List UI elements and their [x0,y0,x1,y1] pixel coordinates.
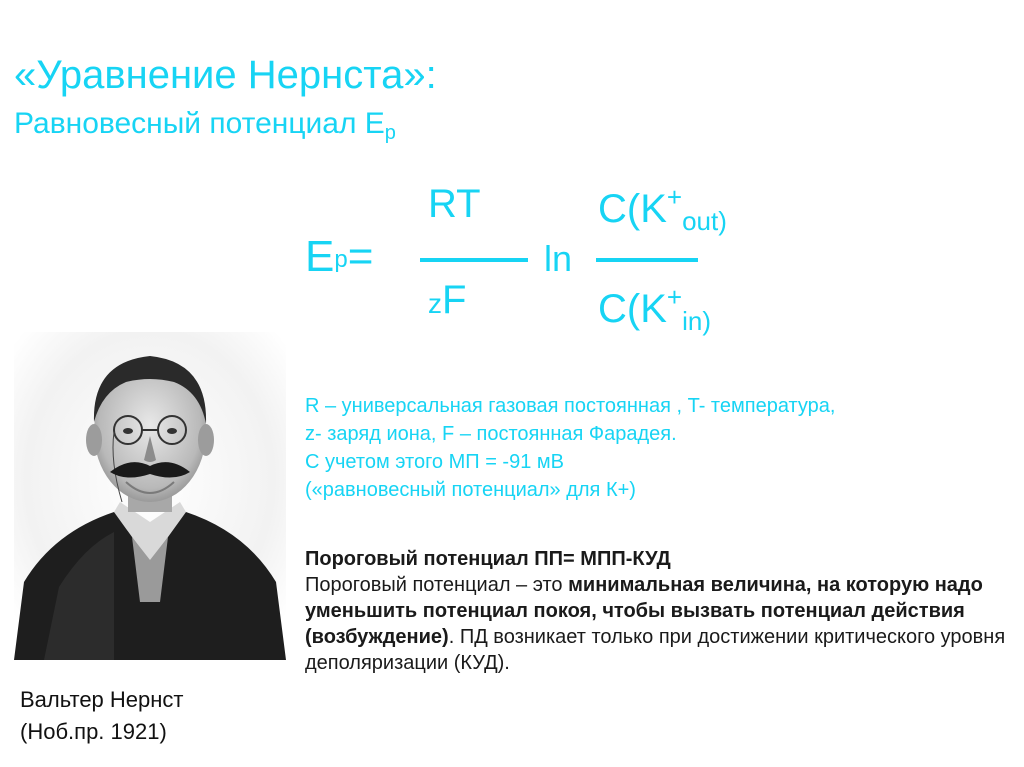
portrait-caption [20,684,184,748]
formula-F: F [442,278,467,322]
caption-name: Вальтер Нернст [20,687,184,712]
formula-numerator-rt: RT [428,182,481,226]
definition-line: («равновесный потенциал» для К+) [305,479,636,501]
definition-line: z- заряд иона, F – постоянная Фарадея. [305,423,677,445]
threshold-rest: . ПД возникает только при достижении критического уровня деполяризации (КУД). [305,626,1006,674]
fraction-bar-2 [596,258,698,262]
slide-subtitle [14,106,396,151]
formula-equals: = [347,232,374,281]
threshold-intro: Пороговый потенциал – это [305,574,569,596]
formula-denominator-kin [598,282,711,336]
kin-sub: in) [682,306,711,336]
caption-note: (Ноб.пр. 1921) [20,719,167,744]
formula-lhs [305,232,373,282]
fraction-bar-1 [420,258,528,262]
slide-title: «Уравнение Нернста»: [14,53,437,97]
portrait-photo [14,332,286,660]
formula-denominator-zf [428,278,466,323]
threshold-block [305,546,1015,676]
subtitle-text: Равновесный потенциал E [14,107,385,140]
formula-numerator-kout [598,182,727,236]
formula-z: z [428,288,442,319]
threshold-heading: Пороговый потенциал ПП= МПП-КУД [305,548,671,570]
kout-main: C(K [598,187,667,231]
kout-sup: + [666,182,683,212]
subtitle-sub: p [384,122,396,144]
kout-sub: out) [682,206,727,236]
definitions [305,392,1005,504]
formula-lhs-E: E [305,232,335,281]
definition-line: R – универсальная газовая постоянная , T- температура, [305,395,836,417]
threshold-paragraph [305,572,1015,676]
portrait-svg [14,332,286,660]
kin-sup: + [666,282,683,312]
definition-line: С учетом этого МП = -91 мВ [305,451,564,473]
threshold-bold: минимальная величина, на которую надо уменьшить потенциал покоя, чтобы вызвать потенциал действия (возбуждение) [305,574,983,648]
formula-lhs-sub: p [334,246,348,273]
formula-ln: ln [544,238,573,279]
kin-main: C(K [598,287,667,331]
